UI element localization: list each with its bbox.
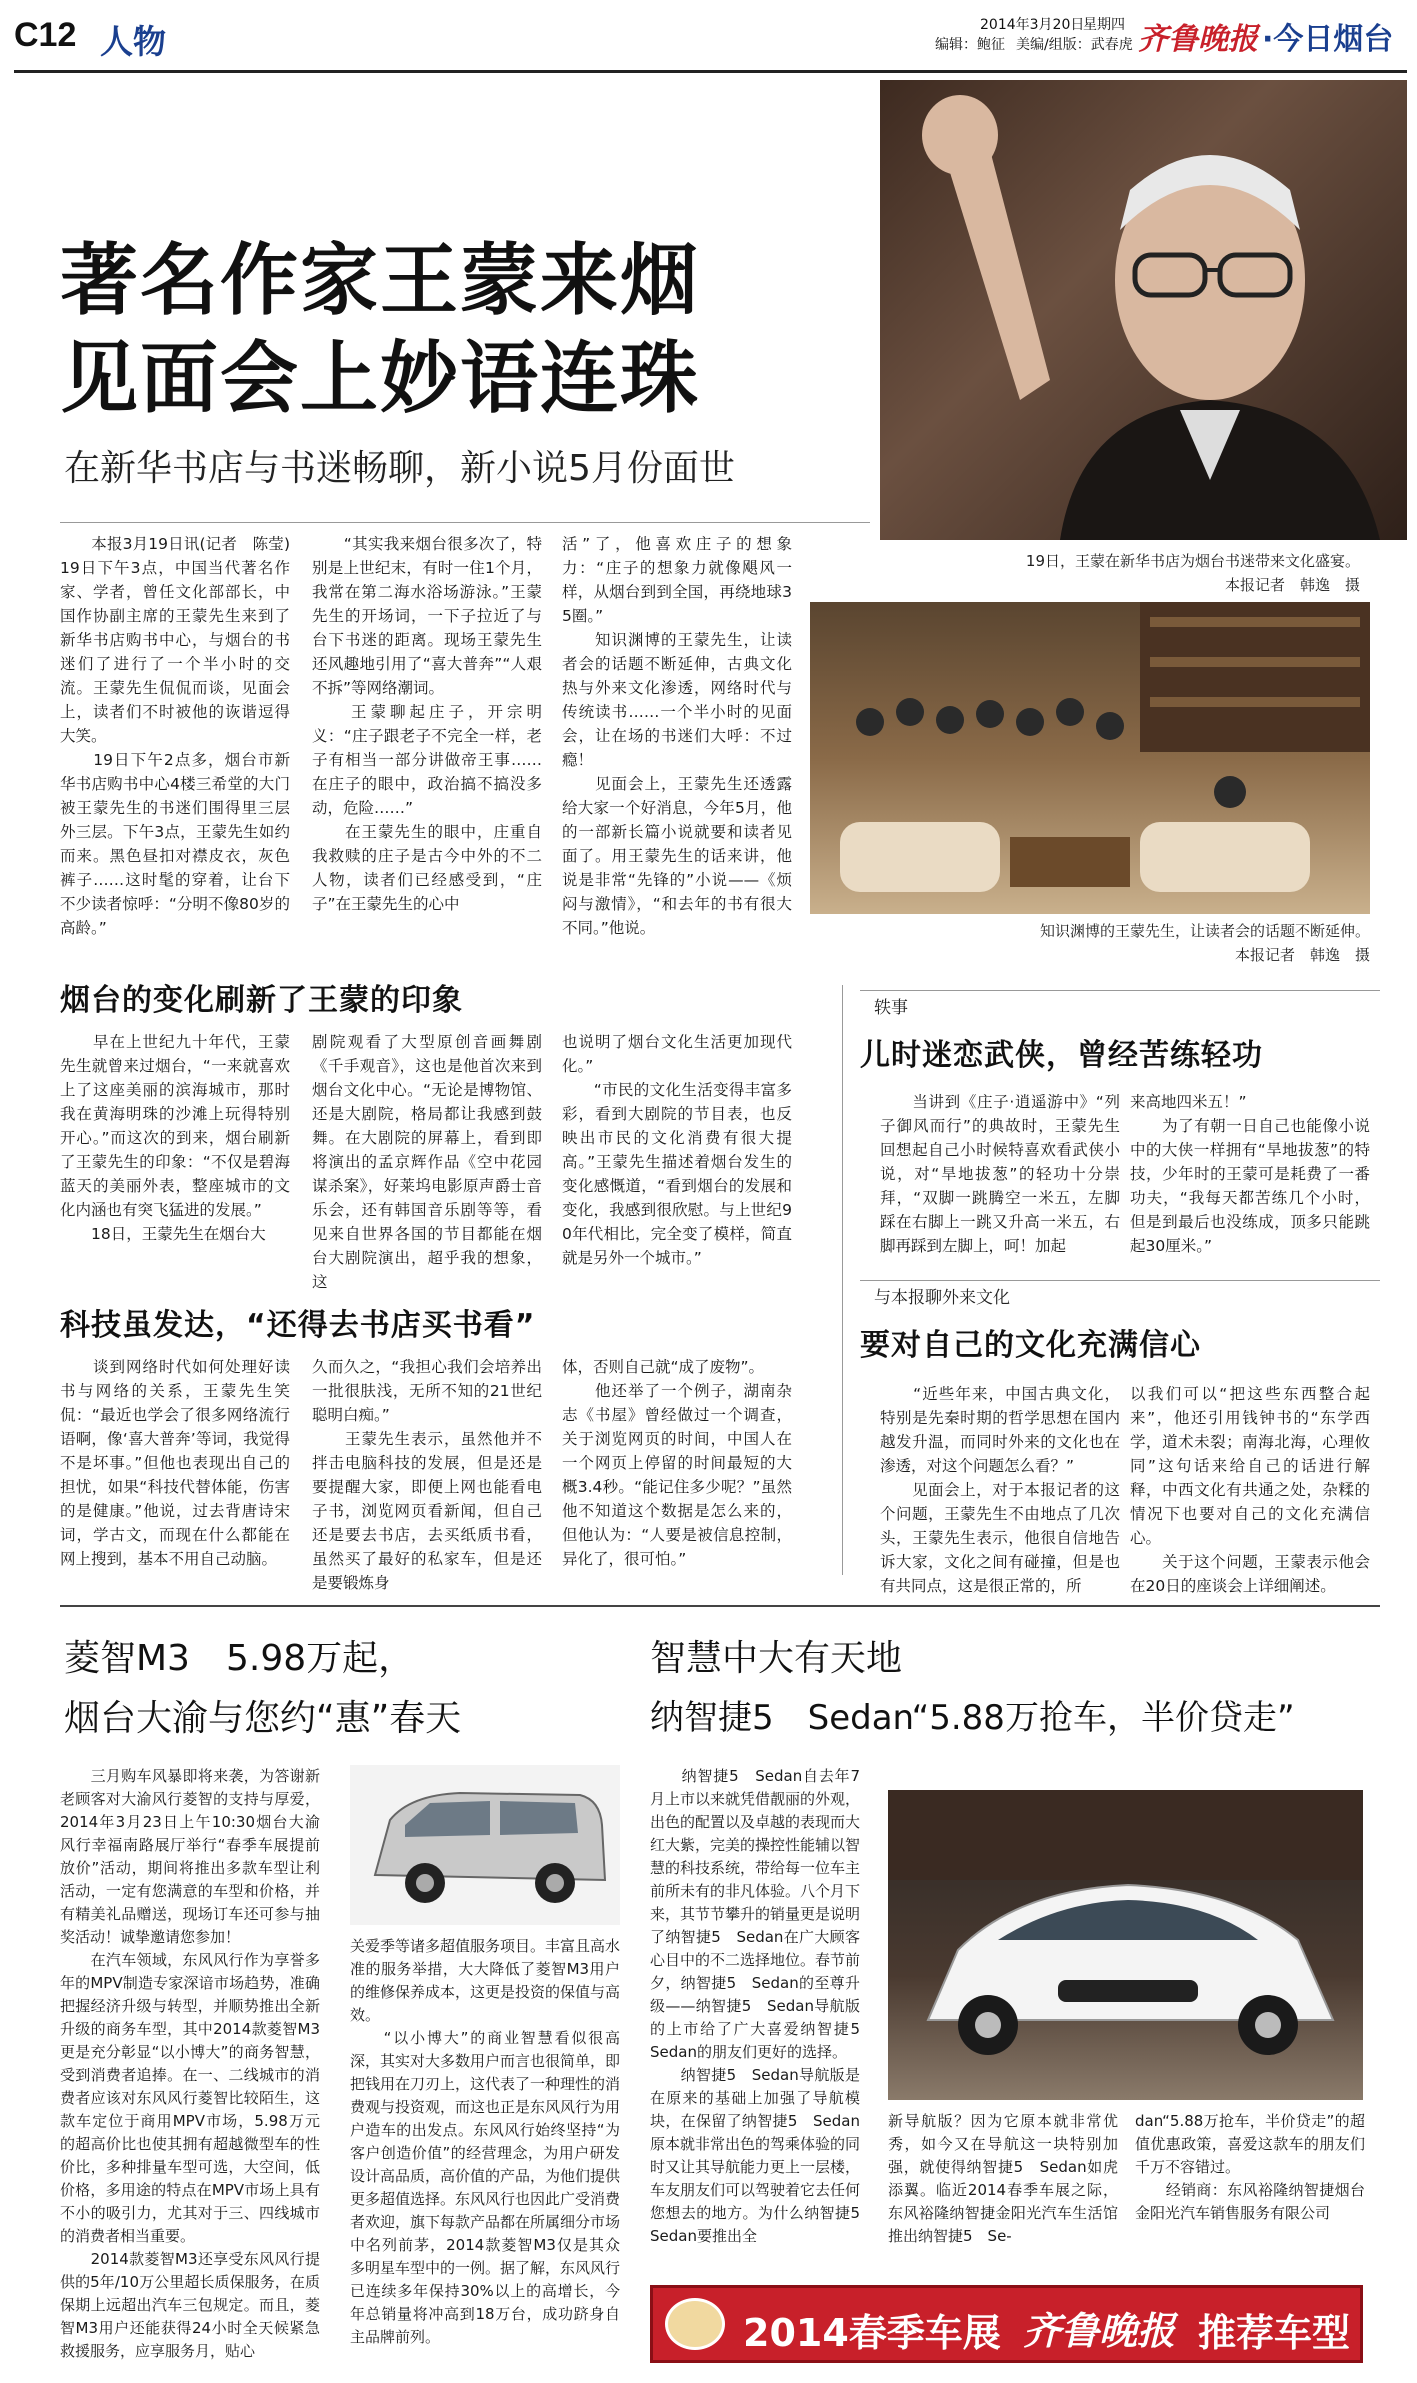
anecdote-tag: 轶事 [874, 998, 908, 1018]
ad-m3-col-2: 关爱季等诸多超值服务项目。丰富且高水准的服务举措，大大降低了菱智M3用户的维修保养成本，这更是投资的保值与高效。 “以小博大”的商业智慧看似很高深，其实对大多数用户而言也很简单，即把钱用在刀刃上，这代表了一种理性的消费观与投资观，而这也正是东风风行为用户造车的出发点。东风风行始终坚持“为客户创造价值”的经营理念，为用户研发设计高品质，高价值的产品，为他们提供更多超值选择。东风风行也因此广受消费者欢迎，旗下每款产品都在所属细分市场中名列前茅，2014款菱智M3仅是其众多明星车型中的一例。据了解，东风风行已连续多年保持30%以上的高增长，今年总销量将冲高到18万台，成功跻身自主品牌前列。 [350, 1937, 621, 2346]
anecdote-section-title: 儿时迷恋武侠，曾经苦练轻功 [860, 1038, 1263, 1073]
ads-top-rule [60, 1605, 1380, 1607]
ad-luxgen-title-1: 智慧中大有天地 [650, 1638, 903, 1679]
masthead-rule [14, 70, 1407, 73]
ad-luxgen-col-2: 新导航版？因为它原本就非常优秀，如今又在导航这一块特别加强，就使得纳智捷5 Sedan如虎添翼。临近2014春季车展之际，东风裕隆纳智捷金阳光汽车生活馆推出纳智捷5 Se- [888, 2112, 1118, 2245]
m3-van-photo [350, 1765, 620, 1925]
anecdote-tag-box [860, 990, 1380, 1018]
page-code: C12 [14, 16, 77, 54]
ad-m3-title-1: 菱智M3 5.98万起， [64, 1638, 415, 1679]
ad-m3-col-1: 三月购车风暴即将来袭，为答谢新老顾客对大渝风行菱智的支持与厚爱，2014年3月23日上午10:30烟台大渝风行幸福南路展厅举行“春季车展提前放价”活动，期间将推出多款车型让利活动，一定有您满意的车型和价格，并有精美礼品赠送，现场订车还可参与抽奖活动！诚挚邀请您参加！ 在汽车领域，东风风行作为享誉多年的MPV制造专家深谙市场趋势，准确把握经济升级与转型，并顺势推出全新升级的商务车型，其中2014款菱智M3更是充分彰显“以小博大”的商务智慧，受到消费者追捧。在一、二线城市的消费者应该对东风风行菱智比较陌生，这款车定位于商用MPV市场，5.98万元的超高价比也使其拥有超越微型车的性价比，多种排量车型可选，大空间，低价格，多用途的特点在MPV市场上具有不小的吸引力，尤其对于三、四线城市的消费者相当重要。 2014款菱智M3还享受东风风行提供的5年/10万公里超长质保服务，在质保期上远超出汽车三包规定。而且，菱智M3用户还能获得24小时全天候紧急救援服务，应享服务月，贴心 [60, 1767, 320, 2360]
tech-col-1: 谈到网络时代如何处理好读书与网络的关系，王蒙先生笑侃：“最近也学会了很多网络流行语啊，像‘喜大普奔’等词，我觉得不是坏事。”但他也表现出自己的担忧，如果“科技代替体能，伤害的是健康。”他说，过去背唐诗宋词，学古文，而现在什么都能在网上搜到，基本不用自己动脑。 [60, 1358, 290, 1568]
issue-weekday: 星期四 [1083, 17, 1125, 33]
anecdote-col-2: 来高地四米五！” 为了有朝一日自己也能像小说中的大侠一样拥有“旱地拔葱”的特技，少年时的王蒙可是耗费了一番功夫，“我每天都苦练几个小时，但是到最后也没练成，顶多只能跳起30厘米。” [1130, 1093, 1370, 1255]
ad-luxgen-col-1: 纳智捷5 Sedan自去年7月上市以来就凭借靓丽的外观，出色的配置以及卓越的表现而大红大紫，完美的操控性能辅以智慧的科技系统，带给每一位车主前所未有的非凡体验。八个月下来，其节节攀升的销量更是说明了纳智捷5 Sedan在广大顾客心目中的不二选择地位。春节前夕，纳智捷5 Sedan的至尊升级——纳智捷5 Sedan导航版的上市给了广大喜爱纳智捷5 Sedan的朋友们更好的选择。 纳智捷5 Sedan导航版是在原来的基础上加强了导航模块，在保留了纳智捷5 Sedan原本就非常出色的驾乘体验的同时又让其导航能力更上一层楼，车友朋友们可以驾驶着它去任何您想去的地方。为什么纳智捷5 Sedan要推出全 [650, 1767, 861, 2245]
issue-date: 2014年3月20日 [980, 17, 1085, 33]
headline-line-1: 著名作家王蒙来烟 [60, 236, 701, 326]
right-column-divider [842, 985, 843, 1575]
sedan-illustration [888, 1790, 1363, 2100]
culture-tag-box [860, 1280, 1380, 1308]
ad-luxgen-col-3: dan“5.88万抢车，半价贷走”的超值优惠政策，喜爱这款车的朋友们千万不容错过。 经销商：东风裕隆纳智捷烟台金阳光汽车销售服务有限公司 [1135, 2112, 1365, 2222]
auto-show-banner [650, 2285, 1363, 2363]
photo2-credit: 本报记者 韩逸 摄 [1234, 946, 1370, 964]
culture-col-1: “近些年来，中国古典文化，特别是先秦时期的哲学思想在国内越发升温，而同时外来的文化也在渗透，对这个问题怎么看？” 见面会上，对于本报记者的这个问题，王蒙先生不由地点了几次头，王蒙先生表示，他很自信地告诉大家，文化之间有碰撞，但是也有共同点，这是很正常的，所 [880, 1385, 1120, 1595]
banner-brand: 齐鲁晚报 [1023, 2308, 1176, 2353]
luxgen-sedan-photo [888, 1790, 1363, 2100]
page-masthead [0, 0, 1417, 60]
culture-col-2: 以我们可以“把这些东西整合起来”，他还引用钱钟书的“东学西学，道术未裂；南海北海，心理攸同”这句话来给自己的话进行解释，中西文化有共通之处，杂糅的情况下也要对自己的文化充满信心。 关于这个问题，王蒙表示他会在20日的座谈会上详细阐述。 [1130, 1385, 1370, 1595]
tech-section-title: 科技虽发达，“还得去书店买书看” [60, 1308, 536, 1343]
change-col-3: 也说明了烟台文化生活更加现代化。” “市民的文化生活变得丰富多彩，看到大剧院的节目表，也反映出市民的文化消费有很大提高。”王蒙先生描述着烟台发生的变化感慨道，“看到烟台的发展和变化，我感到很欣慰。与上世纪90年代相比，完全变了模样，简直就是另外一个城市。” [562, 1033, 792, 1267]
ad-luxgen-title-2: 纳智捷5 Sedan“5.88万抢车，半价贷走” [650, 1698, 1295, 1738]
subheadline: 在新华书店与书迷畅聊，新小说5月份面世 [64, 448, 735, 489]
tech-col-3: 体，否则自己就“成了废物”。 他还举了一个例子，湖南杂志《书屋》曾经做过一个调查，关于浏览网页的时间，中国人在一个网页上停留的时间最短的大概3.4秒。“能记住多少呢？”虽然他不知道这个数据是怎么来的，但他认为：“人要是被信息控制，异化了，很可怕。” [562, 1358, 792, 1568]
change-col-2: 剧院观看了大型原创音画舞剧《千手观音》，这也是他首次来到烟台文化中心。“无论是博物馆、还是大剧院，格局都让我感到鼓舞。在大剧院的屏幕上，看到即将演出的孟京辉作品《空中花园谋杀案》，好莱坞电影原声爵士音乐会，还有韩国音乐剧等等，看见来自世界各国的节目都能在烟台大剧院演出，超乎我的想象，这 [312, 1033, 542, 1291]
section-name: 人物 [100, 22, 166, 61]
change-section-title: 烟台的变化刷新了王蒙的印象 [60, 983, 463, 1018]
culture-tag: 与本报聊外来文化 [874, 1288, 1010, 1308]
headline-line-2: 见面会上妙语连珠 [60, 334, 701, 424]
reading-session-photo [810, 602, 1370, 914]
banner-logo-icon [665, 2298, 725, 2350]
editor-credit: 编辑：鲍征 [935, 37, 1005, 53]
ad-m3-title-2: 烟台大渝与您约“惠”春天 [64, 1698, 462, 1739]
reading-room-illustration [810, 602, 1370, 914]
photo1-credit: 本报记者 韩逸 摄 [1224, 576, 1360, 594]
lead-col-1: 本报3月19日讯(记者 陈莹) 19日下午3点，中国当代著名作家、学者，曾任文化部部长，中国作协副主席的王蒙先生来到了新华书店购书中心，与烟台的书迷们了进行了一个半小时的交流。王蒙先生侃侃而谈，见面会上，读者们不时被他的诙谐逗得大笑。 19日下午2点多，烟台市新华书店购书中心4楼三希堂的大门被王蒙先生的书迷们围得里三层外三层。下午3点，王蒙先生如约而来。黑色昼扣对襟皮衣，灰色裤子……这时髦的穿着，让台下不少读者惊呼：“分明不像80岁的高龄。” [60, 535, 290, 937]
lead-rule [60, 522, 870, 523]
photo2-caption: 知识渊博的王蒙先生，让读者会的话题不断延伸。 [1039, 922, 1370, 940]
lead-col-3: 活”了，他喜欢庄子的想象力：“庄子的想象力就像飓风一样，从烟台到到全国，再绕地球35圈。” 知识渊博的王蒙先生，让读者会的话题不断延伸，古典文化热与外来文化渗透，网络时代与传统读书……一个半小时的见面会，让在场的书迷们大呼：不过瘾！ 见面会上，王蒙先生还透露给大家一个好消息，今年5月，他的一部新长篇小说就要和读者见面了。用王蒙先生的话来讲，他说是非常“先锋的”小说——《烦闷与激情》，“和去年的书有很大不同。”他说。 [562, 535, 792, 937]
culture-section-title: 要对自己的文化充满信心 [860, 1328, 1201, 1363]
design-credit: 美编/组版：武春虎 [1016, 37, 1133, 53]
newspaper-brand: 齐鲁晚报 [1138, 22, 1258, 57]
change-col-1: 早在上世纪九十年代，王蒙先生就曾来过烟台，“一来就喜欢上了这座美丽的滨海城市，那时我在黄海明珠的沙滩上玩得特别开心。”而这次的到来，烟台刷新了王蒙先生的印象：“不仅是碧海蓝天的美丽外表，整座城市的文化内涵也有突飞猛进的发展。” 18日，王蒙先生在烟台大 [60, 1033, 290, 1243]
photo1-caption: 19日，王蒙在新华书店为烟台书迷带来文化盛宴。 [1025, 552, 1360, 570]
banner-title: 2014春季车展 [743, 2311, 1001, 2355]
portrait-illustration [880, 80, 1407, 540]
anecdote-col-1: 当讲到《庄子·逍遥游中》“列子御风而行”的典故时，王蒙先生回想起自己小时候特喜欢看武侠小说，对“旱地拔葱”的轻功十分崇拜，“双脚一跳腾空一米五，左脚踩在右脚上一跳又升高一米五，右脚再踩到左脚上，呵！加起 [880, 1093, 1120, 1255]
van-illustration [350, 1765, 620, 1925]
banner-recommend: 推荐车型 [1198, 2311, 1351, 2355]
tech-col-2: 久而久之，“我担心我们会培养出一批很肤浅，无所不知的21世纪聪明白痴。” 王蒙先生表示，虽然他并不拌击电脑科技的发展，但是还是要提醒大家，即便上网也能看电子书，浏览网页看新闻，但自己还是要去书店，去买纸质书看，虽然买了最好的私家车，但是还是要锻炼身 [312, 1358, 542, 1592]
wang-meng-portrait-photo [880, 80, 1407, 540]
edition-name: ·今日烟台 [1262, 22, 1394, 57]
lead-col-2: “其实我来烟台很多次了，特别是上世纪末，有时一住1个月，我常在第二海水浴场游泳。”王蒙先生的开场词，一下子拉近了与台下书迷的距离。现场王蒙先生还风趣地引用了“喜大普奔”“人艰不拆”等网络潮词。 王蒙聊起庄子，开宗明义：“庄子跟老子不完全一样，老子有相当一部分讲做帝王事……在庄子的眼中，政治搞不搞没多动，危险……” 在王蒙先生的眼中，庄重自我救赎的庄子是古今中外的不二人物，读者们已经感受到，“庄子”在王蒙先生的心中 [312, 535, 542, 913]
